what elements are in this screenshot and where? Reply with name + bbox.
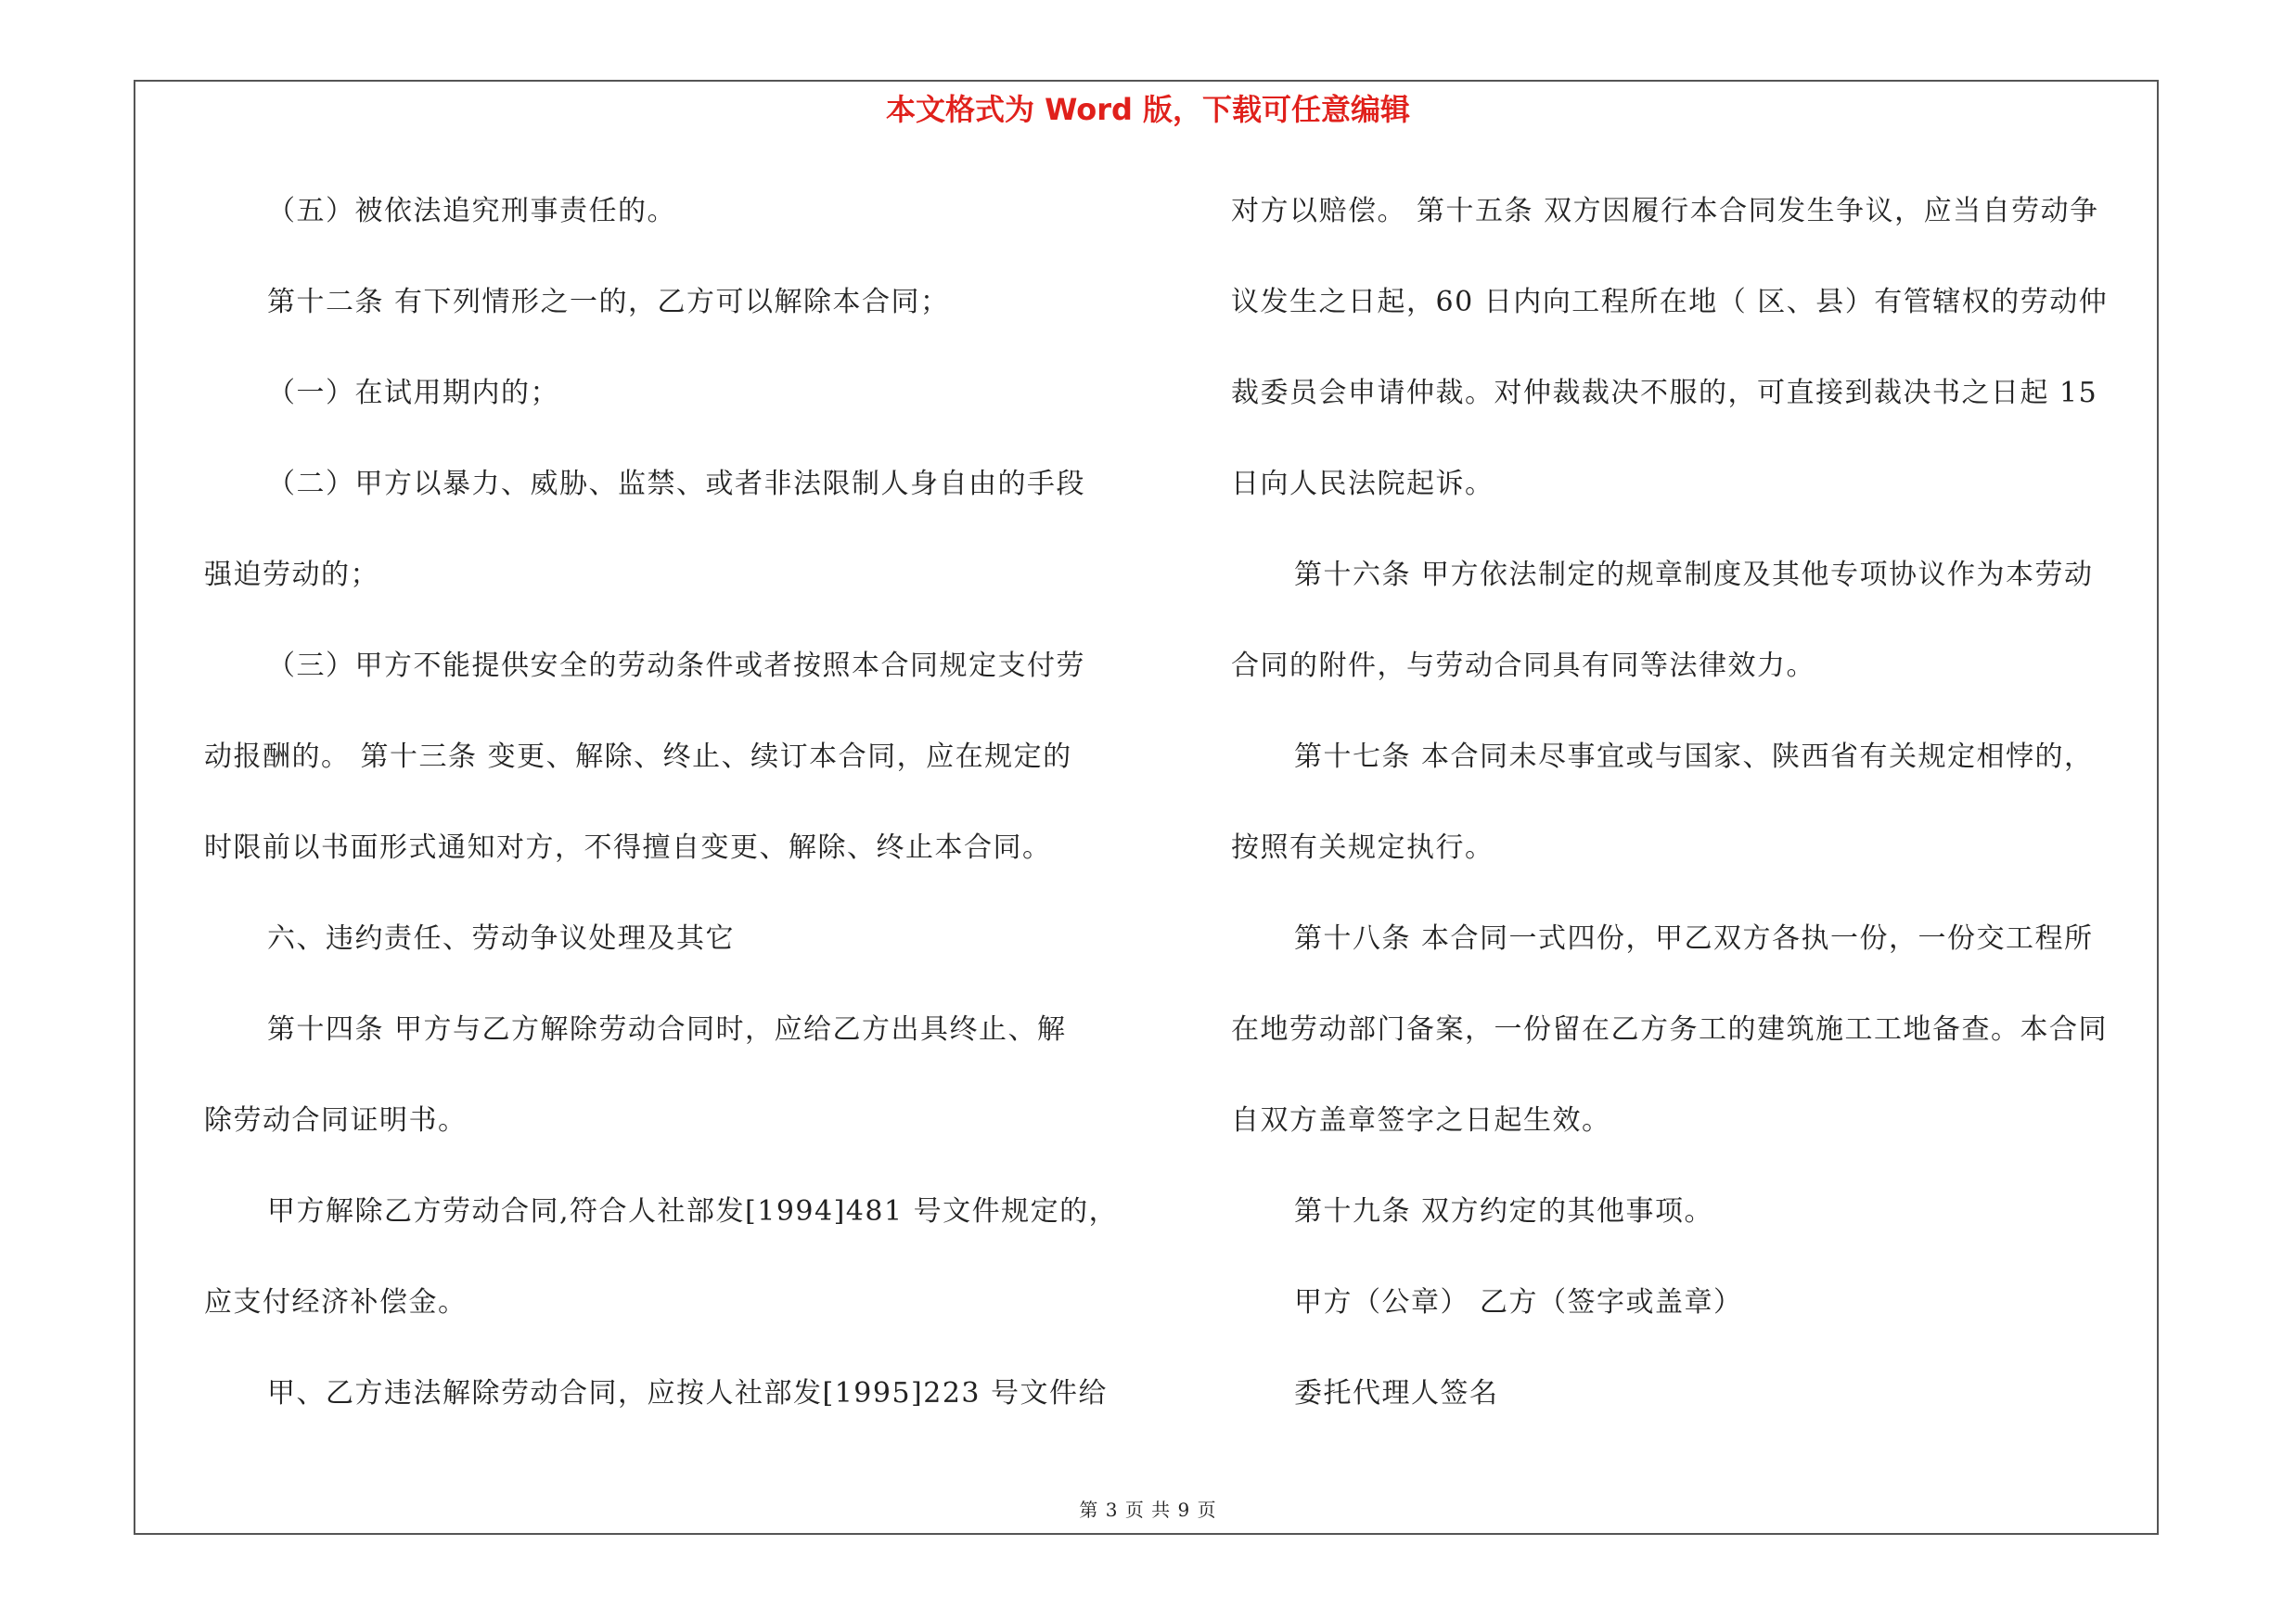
paragraph-line: 除劳动合同证明书。 (204, 1104, 468, 1137)
paragraph-line: 议发生之日起，60 日内向工程所在地（ 区、县）有管辖权的劳动仲 (1231, 286, 2109, 318)
paragraph-line: 在地劳动部门备案，一份留在乙方务工的建筑施工工地备查。本合同 (1231, 1013, 2108, 1046)
paragraph-line: 日向人民法院起诉。 (1231, 468, 1494, 500)
paragraph-line: 第十二条 有下列情形之一的，乙方可以解除本合同； (267, 286, 950, 318)
paragraph-line: 动报酬的。 第十三条 变更、解除、终止、续订本合同，应在规定的 (204, 741, 1072, 773)
paragraph-line: 裁委员会申请仲裁。对仲裁裁决不服的，可直接到裁决书之日起 15 (1231, 377, 2098, 409)
paragraph-line: 第十七条 本合同未尽事宜或与国家、陕西省有关规定相悖的， (1294, 741, 2094, 773)
section-heading: 六、违约责任、劳动争议处理及其它 (267, 922, 735, 955)
paragraph-line: 甲方解除乙方劳动合同,符合人社部发[1994]481 号文件规定的， (267, 1195, 1119, 1228)
paragraph-line: （二）甲方以暴力、威胁、监禁、或者非法限制人身自由的手段 (267, 468, 1085, 500)
paragraph-line: 按照有关规定执行。 (1231, 831, 1494, 864)
page-number: 第 3 页 共 9 页 (1079, 1499, 1217, 1521)
right-column (1231, 186, 2159, 1459)
paragraph-line: 第十六条 甲方依法制定的规章制度及其他专项协议作为本劳动 (1294, 559, 2094, 591)
paragraph-line: 第十九条 双方约定的其他事项。 (1294, 1195, 1714, 1228)
left-column (204, 186, 1132, 1459)
paragraph-line: 对方以赔偿。 第十五条 双方因履行本合同发生争议，应当自劳动争 (1231, 195, 2099, 227)
paragraph-line: 甲、乙方违法解除劳动合同，应按人社部发[1995]223 号文件给 (267, 1377, 1109, 1410)
paragraph-line: 合同的附件，与劳动合同具有同等法律效力。 (1231, 650, 1815, 682)
paragraph-line: 应支付经济补偿金。 (204, 1286, 468, 1319)
paragraph-line: （一）在试用期内的； (267, 377, 559, 409)
paragraph-line: （五）被依法追究刑事责任的。 (267, 195, 676, 227)
header-banner: 本文格式为 Word 版，下载可任意编辑 (885, 92, 1411, 127)
signature-line: 甲方（公章） 乙方（签字或盖章） (1294, 1286, 1743, 1319)
signature-line: 委托代理人签名 (1294, 1377, 1499, 1410)
paragraph-line: 第十四条 甲方与乙方解除劳动合同时，应给乙方出具终止、解 (267, 1013, 1067, 1046)
paragraph-line: 第十八条 本合同一式四份，甲乙双方各执一份，一份交工程所 (1294, 922, 2094, 955)
paragraph-line: 自双方盖章签字之日起生效。 (1231, 1104, 1611, 1137)
paragraph-line: 强迫劳动的； (204, 559, 379, 591)
paragraph-line: （三）甲方不能提供安全的劳动条件或者按照本合同规定支付劳 (267, 650, 1085, 682)
paragraph-line: 时限前以书面形式通知对方，不得擅自变更、解除、终止本合同。 (204, 831, 1052, 864)
